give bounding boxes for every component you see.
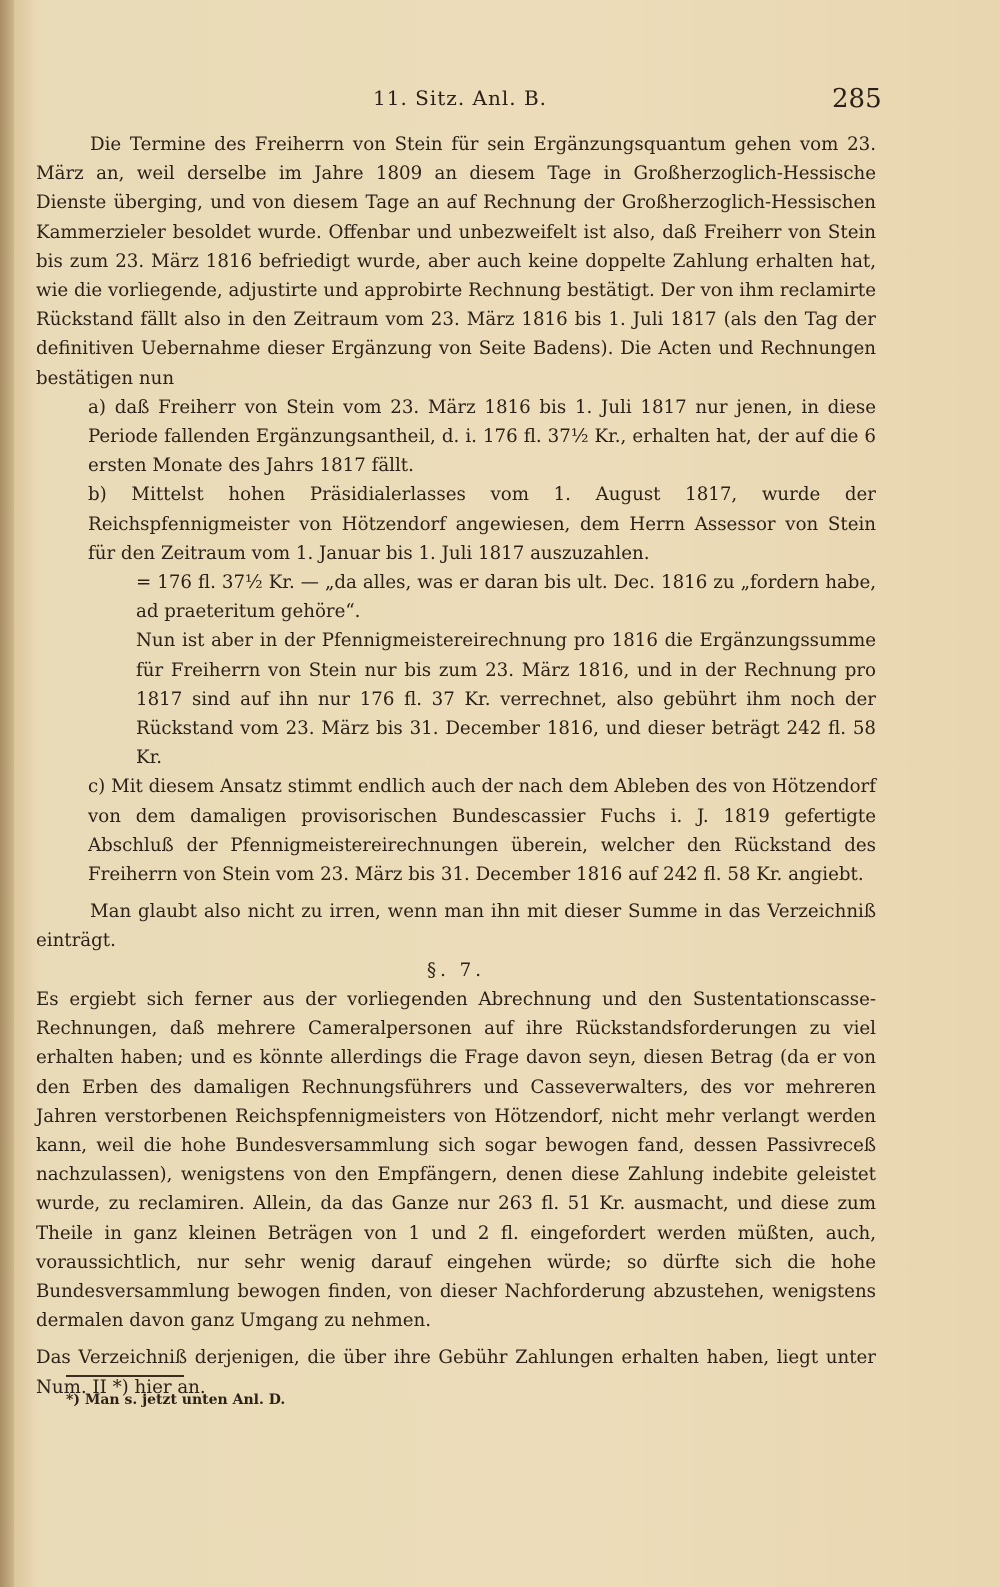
running-head: 11. Sitz. Anl. B. bbox=[373, 86, 548, 110]
list-text-a: daß Freiherr von Stein vom 23. März 1816 bis 1. Juli 1817 nur jenen, in diese Periode fallenden Ergänzungsantheil, d. i. 176 fl. 37½ Kr., erhalten hat, der auf die 6 ersten Monate des Jahrs 1817 fällt. bbox=[88, 396, 876, 477]
spacer bbox=[36, 1335, 876, 1343]
list-marker-b: b) bbox=[88, 484, 107, 506]
list-item-b-row bbox=[88, 480, 876, 568]
page-number: 285 bbox=[832, 84, 882, 114]
list-marker-c: c) bbox=[88, 776, 106, 798]
list-item-c bbox=[36, 772, 876, 889]
list-item-a-row bbox=[88, 393, 876, 481]
paragraph-section-7: Es ergiebt sich ferner aus der vorliegenden Abrechnung und den Sustentationscasse-Rechnungen, daß mehrere Cameralpersonen auf ihre Rückstandsforderungen zu viel erhalten haben; und es könnte allerdings die Frage davon seyn, diesen Betrag (da er von den Erben des damaligen Rechnungsführers und Casseverwalters, des vor mehreren Jahren verstorbenen Reichspfennigmeisters von Hötzendorf, nicht mehr verlangt werden kann, weil die hohe Bundesversammlung sich sogar bewogen fand, dessen Passivreceß nachzulassen), wenigstens von den Empfängern, denen diese Zahlung indebite geleistet wurde, zu reclamiren. Allein, da das Ganze nur 263 fl. 51 Kr. ausmacht, und diese zum Theile in ganz kleinen Beträgen von 1 und 2 fl. eingefordert werden müßten, auch, voraussichtlich, nur sehr wenig darauf eingehen würde; so dürfte sich die hohe Bundesversammlung bewogen finden, von dieser Nachforderung abzustehen, wenigstens dermalen davon ganz Umgang zu nehmen. bbox=[36, 988, 876, 1332]
list-item-b-continuation: Nun ist aber in der Pfennigmeistereirechnung pro 1816 die Ergänzungssumme für Freiherrn von Stein nur bis zum 23. März 1816, und in der Rechnung pro 1817 sind auf ihn nur 176 fl. 37 Kr. verrechnet, also gebührt ihm noch der Rückstand vom 23. März bis 31. December 1816, und dieser beträgt 242 fl. 58 Kr. bbox=[136, 630, 876, 769]
body-text bbox=[36, 130, 876, 1402]
spacer bbox=[36, 889, 876, 897]
quotation: = 176 fl. 37½ Kr. — „da alles, was er daran bis ult. Dec. 1816 zu „fordern habe, ad praeteritum gehöre“. bbox=[136, 572, 876, 623]
list-text-b: Mittelst hohen Präsidialerlasses vom 1. August 1817, wurde der Reichspfennigmeister von Hötzendorf angewiesen, dem Herrn Assessor von Stein für den Zeitraum vom 1. Januar bis 1. Juli 1817 auszuzahlen. bbox=[88, 484, 876, 564]
list-text-c: Mit diesem Ansatz stimmt endlich auch der nach dem Ableben des von Hötzendorf von dem damaligen provisorischen Bundescassier Fuchs i. J. 1819 gefertigte Abschluß der Pfennigmeistereirechnungen überein, welcher den Rückstand des Freiherrn von Stein vom 23. März bis 31. December 1816 auf 242 fl. 58 Kr. angiebt. bbox=[88, 776, 876, 886]
list-item-a bbox=[36, 393, 876, 481]
footnote: *) Man s. jetzt unten Anl. D. bbox=[66, 1392, 286, 1408]
list-item-c-row bbox=[88, 772, 876, 889]
section-heading: §. 7. bbox=[426, 959, 485, 981]
list-marker-a: a) bbox=[88, 396, 106, 418]
paragraph-list-reference: Das Verzeichniß derjenigen, die über ihre Gebühr Zahlungen erhalten haben, liegt unter Num. II *) hier an. bbox=[36, 1347, 876, 1398]
paragraph-conclusion: Man glaubt also nicht zu irren, wenn man ihn mit dieser Summe in das Verzeichniß einträgt. bbox=[36, 901, 876, 952]
page-header bbox=[0, 86, 1000, 126]
book-spine-shadow bbox=[0, 0, 14, 1587]
footnote-rule bbox=[66, 1375, 184, 1377]
list-item-b bbox=[36, 480, 876, 568]
paragraph-terms: Die Termine des Freiherrn von Stein für sein Ergänzungsquantum gehen vom 23. März an, weil derselbe im Jahre 1809 an diesem Tage in Großherzoglich-Hessische Dienste überging, und von diesem Tage an auf Rechnung der Großherzoglich-Hessischen Kammerzieler besoldet wurde. Offenbar und unbezweifelt ist also, daß Freiherr von Stein bis zum 23. März 1816 befriedigt wurde, aber auch keine doppelte Zahlung erhalten hat, wie die vorliegende, adjustirte und approbirte Rechnung bestätigt. Der von ihm reclamirte Rückstand fällt also in den Zeitraum vom 23. März 1816 bis 1. Juli 1817 (als den Tag der definitiven Uebernahme dieser Ergänzung von Seite Badens). Die Acten und Rechnungen bestätigen nun bbox=[36, 134, 876, 389]
